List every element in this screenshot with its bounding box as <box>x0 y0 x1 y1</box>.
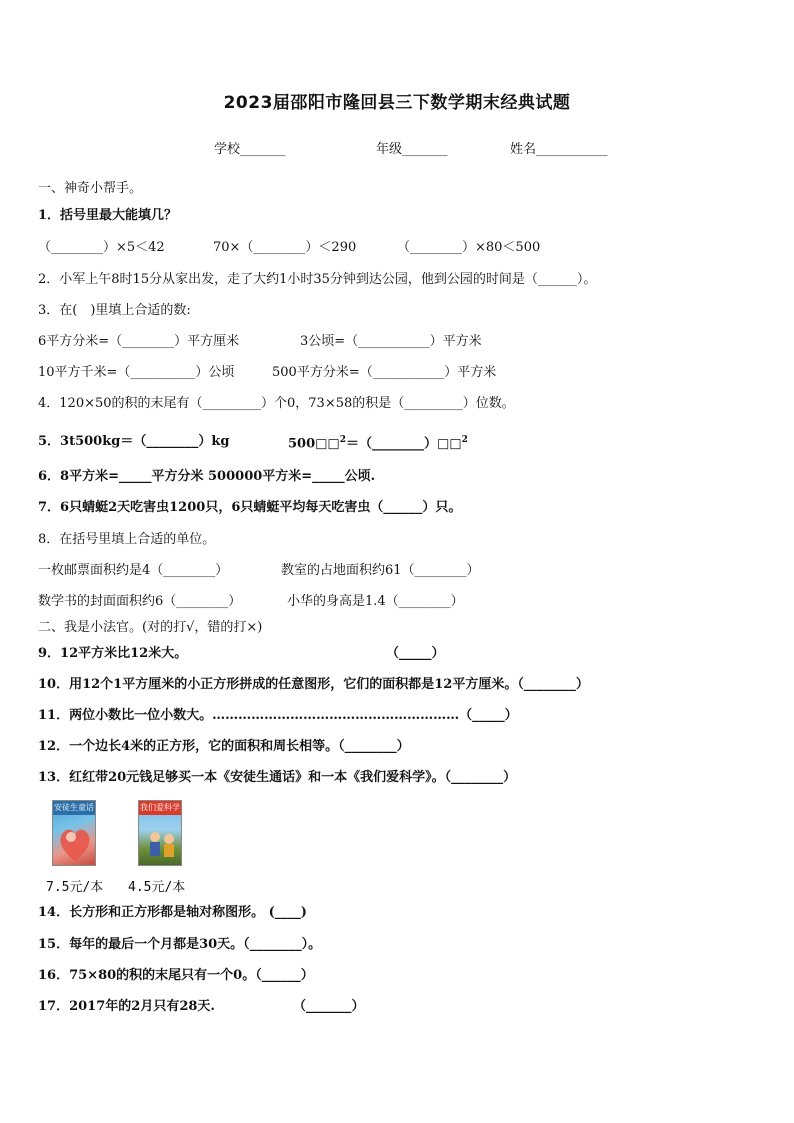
book-cover-andersen <box>52 800 96 866</box>
grade-field: 年级_______ <box>376 142 448 157</box>
price-science: 4.5元/本 <box>128 880 186 895</box>
superscript: 2 <box>339 435 346 445</box>
question-5-b <box>288 432 468 452</box>
question-5-a: 5．3t500kg＝（________）kg <box>38 434 230 449</box>
question-9-blank: （_____） <box>386 646 445 661</box>
section-1-heading: 一、神奇小帮手。 <box>38 181 143 196</box>
question-9: 9．12平方米比12米大。 <box>38 646 188 661</box>
question-15: 15．每年的最后一个月都是30天。（________）。 <box>38 937 322 952</box>
superscript: 2 <box>461 435 468 445</box>
book-cover-andersen-title: 安徒生童话 <box>53 801 95 815</box>
question-8: 8．在括号里填上合适的单位。 <box>38 532 216 547</box>
question-4: 4．120×50的积的末尾有（_________）个0，73×58的积是（_________）位数。 <box>38 396 515 411</box>
question-5-b-value: 500 <box>288 436 316 452</box>
question-3: 3．在( )里填上合适的数: <box>38 303 191 318</box>
question-16: 16．75×80的积的末尾只有一个0。（______） <box>38 968 314 983</box>
section-2-heading: 二、我是小法官。(对的打√，错的打×) <box>38 620 263 635</box>
question-1-c: （________）×80＜500 <box>397 240 541 255</box>
heart-illustration <box>53 815 96 866</box>
question-8-a: 一枚邮票面积约是4（________） <box>38 563 229 578</box>
page-title: 2023届邵阳市隆回县三下数学期末经典试题 <box>223 93 571 113</box>
question-1: 1．括号里最大能填几？ <box>38 208 178 223</box>
price-andersen: 7.5元/本 <box>46 880 104 895</box>
school-field: 学校_______ <box>214 142 286 157</box>
question-2: 2．小军上午8时15分从家出发，走了大约1小时35分钟到达公园，他到公园的时间是（______）。 <box>38 272 597 287</box>
question-3-a: 6平方分米=（________）平方厘米 <box>38 334 240 349</box>
unit-placeholder: □□ <box>437 436 462 452</box>
children-illustration <box>139 815 182 866</box>
question-1-b: 70×（________）＜290 <box>213 240 357 255</box>
question-3-d: 500平方分米=（___________）平方米 <box>272 365 497 380</box>
book-cover-science <box>138 800 182 866</box>
unit-placeholder: □□ <box>315 436 340 452</box>
question-17-blank: （_______） <box>293 999 365 1014</box>
question-1-a: （________）×5＜42 <box>38 240 165 255</box>
question-8-d: 小华的身高是1.4（________） <box>287 594 464 609</box>
question-10: 10．用12个1平方厘米的小正方形拼成的任意图形，它们的面积都是12平方厘米。（________） <box>38 677 589 692</box>
question-6: 6．8平方米=_____平方分米 500000平方米=_____公顷. <box>38 469 376 484</box>
question-3-c: 10平方千米=（__________）公顷 <box>38 365 235 380</box>
question-17: 17．2017年的2月只有28天. <box>38 999 215 1014</box>
question-3-b: 3公顷=（___________）平方米 <box>300 334 482 349</box>
question-11: 11．两位小数比一位小数大。…………………………………………………（_____） <box>38 708 518 723</box>
question-5-b-blank: ＝（________） <box>345 436 437 452</box>
question-8-b: 教室的占地面积约61（________） <box>281 563 480 578</box>
book-cover-science-title: 我们爱科学 <box>139 801 181 815</box>
question-12: 12．一个边长4米的正方形，它的面积和周长相等。（________） <box>38 739 410 754</box>
name-field: 姓名___________ <box>510 142 608 157</box>
question-8-c: 数学书的封面面积约6（________） <box>38 594 242 609</box>
question-14: 14．长方形和正方形都是轴对称图形。 (____) <box>38 905 307 920</box>
question-13: 13．红红带20元钱足够买一本《安徒生通话》和一本《我们爱科学》。（________） <box>38 770 517 785</box>
question-7: 7．6只蜻蜓2天吃害虫1200只，6只蜻蜓平均每天吃害虫（______）只。 <box>38 500 462 515</box>
